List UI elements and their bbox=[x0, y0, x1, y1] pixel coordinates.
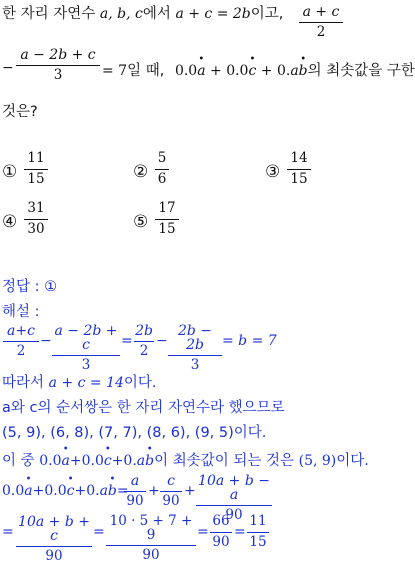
fraction-bar bbox=[160, 491, 182, 492]
choice-fraction bbox=[24, 202, 48, 236]
choice-mark: ⑤ bbox=[133, 212, 149, 232]
choice-fraction bbox=[24, 152, 48, 186]
problem-vars: a, b, c bbox=[99, 6, 143, 22]
choice-mark: ① bbox=[2, 162, 18, 182]
problem-text-2: 에서 bbox=[142, 6, 171, 22]
problem-equation: a + c = 2b bbox=[175, 6, 251, 22]
fraction-numerator: 14 bbox=[290, 150, 308, 166]
equals-sign: = bbox=[2, 524, 14, 540]
fraction-numerator: a bbox=[130, 473, 140, 489]
fraction-bar bbox=[3, 341, 39, 342]
fraction-bar bbox=[16, 546, 92, 547]
problem-text-5: 의 최솟값을 구한 bbox=[307, 63, 415, 79]
fraction-numerator: 10a + b + c bbox=[18, 514, 90, 544]
choice-mark: ③ bbox=[265, 162, 281, 182]
fraction-numerator: 17 bbox=[158, 200, 176, 216]
solution-fraction bbox=[160, 474, 182, 509]
choice-fraction bbox=[287, 152, 311, 186]
solution-text-2: 이 최솟값이 되는 것은 bbox=[154, 453, 295, 469]
solution-fraction bbox=[124, 474, 146, 509]
repeating-decimal-expression: 0.0a • + 0.0c • + 0.ab • bbox=[174, 54, 308, 79]
solution-fraction bbox=[3, 324, 39, 359]
fraction-numerator: c bbox=[167, 473, 175, 489]
fraction-bar bbox=[210, 532, 232, 533]
fraction-bar bbox=[24, 169, 48, 170]
problem-text-3: 이고, bbox=[250, 6, 284, 22]
fraction-bar bbox=[155, 219, 179, 220]
fraction-denominator: 90 bbox=[212, 533, 230, 550]
solution-line5 bbox=[2, 444, 369, 470]
problem-line2 bbox=[102, 54, 415, 80]
choice-fraction bbox=[155, 152, 169, 186]
solution-fraction bbox=[247, 515, 269, 549]
solution-pair: (5, 9) bbox=[298, 453, 337, 469]
fraction-numerator: 2b bbox=[135, 323, 153, 339]
fraction-numerator: 31 bbox=[27, 200, 45, 216]
equals-sign: = bbox=[93, 524, 105, 540]
equals-sign: = bbox=[121, 333, 133, 349]
fraction-denominator: 90 bbox=[126, 493, 144, 509]
fraction-bar bbox=[24, 219, 48, 220]
problem-fraction-1 bbox=[299, 5, 343, 40]
fraction-denominator: 90 bbox=[142, 547, 160, 563]
solution-line3: a와 c의 순서쌍은 한 자리 자연수라 했으므로 bbox=[2, 400, 285, 416]
fraction-numerator: 11 bbox=[249, 513, 267, 529]
fraction-numerator: 10 · 5 + 7 + 9 bbox=[109, 513, 193, 543]
repeating-decimal-expression: 0.0a • +0.0c • +0.ab • bbox=[39, 444, 155, 469]
fraction-denominator: 15 bbox=[249, 533, 267, 550]
problem-line1 bbox=[2, 2, 283, 23]
solution-fraction bbox=[52, 324, 120, 373]
solution-text-2: 이다. bbox=[123, 375, 157, 391]
choices bbox=[0, 152, 400, 252]
fraction-numerator: 10a + b − a bbox=[198, 473, 270, 503]
solution-text: 이 중 bbox=[2, 453, 35, 469]
fraction-denominator: 2 bbox=[16, 343, 26, 359]
solution-line2 bbox=[2, 371, 157, 392]
fraction-denominator: 2 bbox=[316, 24, 326, 40]
fraction-numerator: a − 2b + c bbox=[20, 47, 96, 63]
choice-mark: ④ bbox=[2, 212, 18, 232]
repeating-decimal-expression: 0.0a • +0.0c • +0.ab • = bbox=[2, 474, 129, 499]
fraction-denominator: 3 bbox=[190, 357, 200, 373]
fraction-numerator: a+c bbox=[7, 323, 35, 339]
explanation-label: 해설 : bbox=[2, 304, 40, 320]
problem-minus: − bbox=[2, 60, 14, 76]
solution-fraction bbox=[210, 515, 232, 549]
solution-text: 따라서 bbox=[2, 375, 45, 391]
fraction-denominator: 15 bbox=[27, 170, 45, 187]
fraction-numerator: 2b − 2b bbox=[177, 323, 213, 353]
fraction-bar bbox=[287, 169, 311, 170]
plus-sign: + bbox=[184, 483, 196, 499]
fraction-denominator: 30 bbox=[27, 220, 45, 237]
fraction-denominator: 15 bbox=[158, 220, 176, 237]
fraction-numerator: 11 bbox=[27, 150, 45, 166]
solution-equation: a + c = 14 bbox=[48, 375, 124, 391]
solution-result: = b = 7 bbox=[222, 333, 277, 349]
fraction-bar bbox=[299, 22, 343, 23]
fraction-denominator: 15 bbox=[290, 170, 308, 187]
fraction-numerator: a − 2b + c bbox=[54, 323, 118, 353]
fraction-bar bbox=[155, 169, 169, 170]
fraction-bar bbox=[168, 355, 222, 356]
solution-line4: (5, 9), (6, 8), (7, 7), (8, 6), (9, 5)이다. bbox=[2, 425, 267, 441]
problem-fraction-2 bbox=[16, 48, 100, 83]
fraction-denominator: 90 bbox=[225, 507, 243, 523]
solution-fraction bbox=[16, 515, 92, 564]
solution-fraction bbox=[134, 324, 154, 359]
problem-line3: 것은? bbox=[2, 104, 38, 120]
fraction-bar bbox=[106, 545, 196, 546]
fraction-bar bbox=[134, 341, 154, 342]
equals-sign: = bbox=[197, 524, 209, 540]
fraction-bar bbox=[16, 65, 100, 66]
fraction-denominator: 3 bbox=[53, 67, 63, 83]
fraction-bar bbox=[247, 532, 269, 533]
fraction-denominator: 3 bbox=[81, 357, 91, 373]
answer-label: 정답 : ① bbox=[2, 279, 58, 295]
fraction-numerator: 66 bbox=[212, 513, 230, 529]
choice-mark: ② bbox=[133, 162, 149, 182]
minus-sign: − bbox=[156, 333, 168, 349]
fraction-bar bbox=[124, 491, 146, 492]
equals-sign: = bbox=[234, 524, 246, 540]
fraction-denominator: 90 bbox=[45, 548, 63, 564]
solution-fraction bbox=[106, 515, 196, 563]
fraction-numerator: a + c bbox=[302, 4, 340, 20]
solution-fraction bbox=[168, 324, 222, 373]
fraction-denominator: 90 bbox=[162, 493, 180, 509]
problem-text-4: 일 때, bbox=[127, 63, 165, 79]
solution-text-3: 이다. bbox=[336, 453, 369, 469]
fraction-numerator: 5 bbox=[157, 150, 167, 166]
minus-sign: − bbox=[40, 333, 52, 349]
fraction-bar bbox=[196, 505, 272, 506]
problem-text: 한 자리 자연수 bbox=[2, 6, 96, 22]
fraction-bar bbox=[52, 355, 120, 356]
plus-sign: + bbox=[148, 483, 160, 499]
fraction-denominator: 6 bbox=[157, 170, 167, 187]
equals-seven: = 7 bbox=[102, 63, 128, 79]
fraction-denominator: 2 bbox=[139, 343, 149, 359]
choice-fraction bbox=[155, 202, 179, 236]
